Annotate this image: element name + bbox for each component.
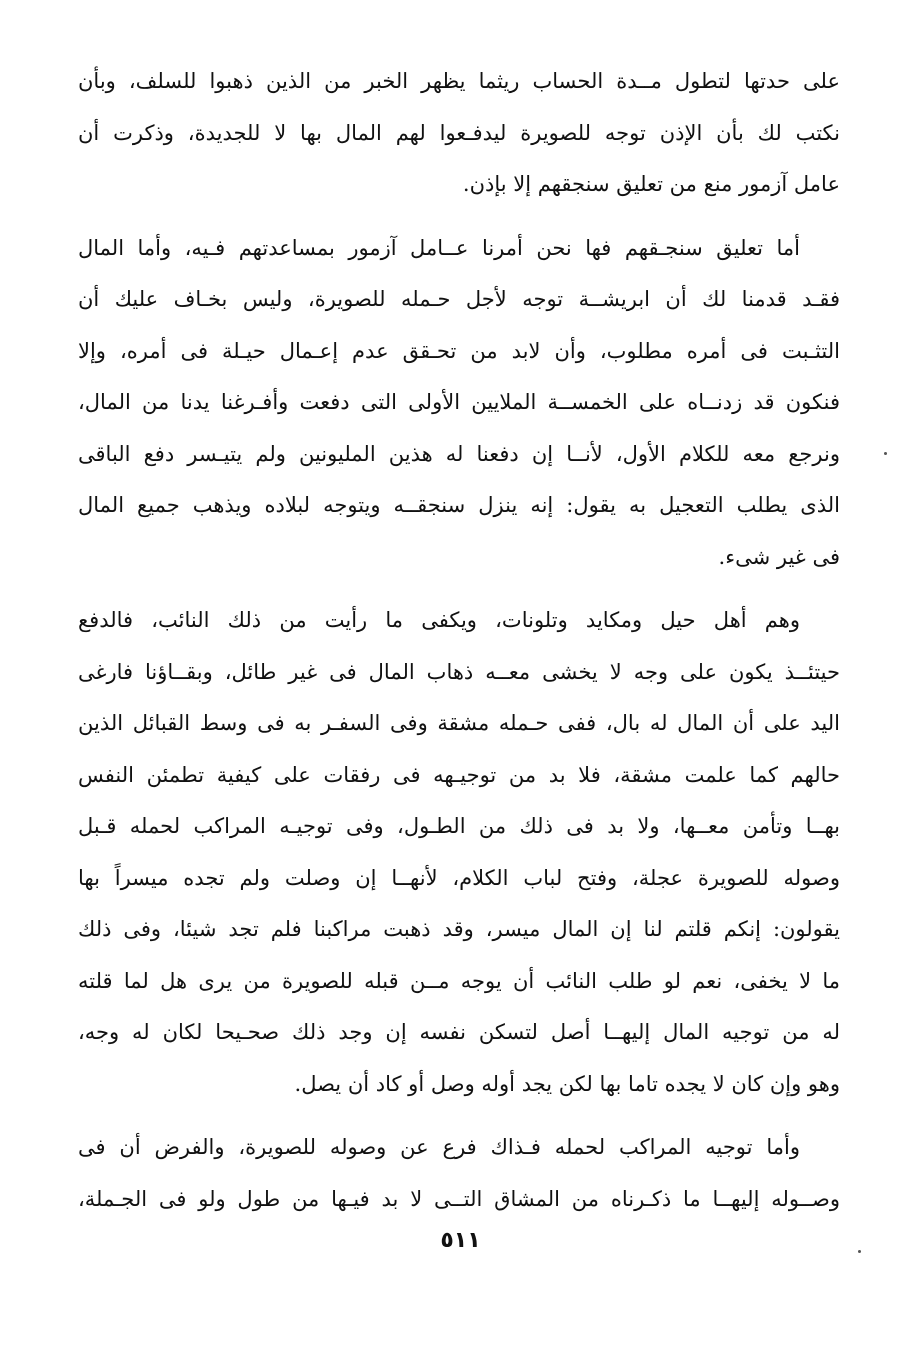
scan-speck: [884, 452, 887, 455]
text-line: بهــا وتأمن معــها، ولا بد فى ذلك من الطـول، وفى توجيـه المراكب لحمله قـبل: [78, 814, 840, 838]
text-line: فى غير شىء.: [718, 544, 840, 569]
text-line: فنكون قد زدنــاه على الخمســة الملايين الأولى التى دفعت وأفـرغنا يدنا من المال،: [78, 390, 840, 414]
text-line: نكتب لك بأن الإذن توجه للصويرة ليدفـعوا لهم المال بها لا للجديدة، وذكرت أن: [78, 120, 840, 145]
text-line: حيتئــذ يكون على وجه لا يخشى معــه ذهاب المال فى غير طائل، وبقــاؤنا فارغى: [78, 659, 840, 684]
text-line: وهم أهل حيل ومكايد وتلونات، ويكفى ما رأيت من ذلك النائب، فالدفع: [78, 608, 800, 632]
scan-speck: [858, 1250, 861, 1253]
text-line: فقـد قدمنا لك أن ابريشــة توجه لأجل حـمله للصويرة، وليس بخـاف عليك أن: [78, 287, 840, 311]
text-line: له من توجيه المال إليهــا أصل لتسكن نفسه إن وجد ذلك صحـيحا لكان له وجه،: [78, 1020, 840, 1044]
paragraph-1: [78, 56, 840, 211]
text-line: وأما توجيه المراكب لحمله فـذاك فرع عن وصوله للصويرة، والفرض أن فى: [78, 1135, 800, 1159]
text-line: على حدتها لتطول مــدة الحساب ريثما يظهر الخبر من الذين ذهبوا للسلف، وبأن: [78, 69, 840, 93]
text-line: أما تعليق سنجـقهم فها نحن أمرنا عــامل آزمور بمساعدتهم فـيه، وأما المال: [78, 235, 800, 260]
text-line: اليد على أن المال له بال، ففى حـمله مشقة وفى السفـر به فى وسط القبائل الذين: [78, 711, 840, 735]
text-line: يقولون: إنكم قلتم لنا إن المال ميسر، وقد ذهبت مراكبنا فلم تجد شيئا، وفى ذلك: [78, 917, 840, 941]
document-body: [78, 56, 840, 1237]
text-line: وصــوله إليهــا ما ذكـرناه من المشاق التــى لا بد فيـها من طول ولو فى الجـملة،: [78, 1186, 840, 1211]
paragraph-2: [78, 223, 840, 584]
paragraph-4: [78, 1122, 840, 1225]
text-line: الذى يطلب التعجيل به يقول: إنه ينزل سنجقــه ويتوجه لبلاده ويذهب جميع المال: [78, 493, 840, 517]
text-line: حالهم كما علمت مشقة، فلا بد من توجيـهه فى رفقات على كيفية تطمئن النفس: [78, 762, 840, 787]
text-line: وهو وإن كان لا يجده تاما بها لكن يجد أوله وصل أو كاد أن يصل.: [294, 1071, 840, 1096]
text-line: عامل آزمور منع من تعليق سنجقهم إلا بإذن.: [462, 172, 840, 196]
text-line: ما لا يخفى، نعم لو طلب النائب أن يوجه مــن قبله للصويرة من يرى هل لما قلته: [78, 968, 840, 993]
text-line: وصوله للصويرة عجلة، وفتح لباب الكلام، لأنهــا إن وصلت ولم تجده ميسراً بها: [78, 865, 840, 890]
text-line: التثـبت فى أمره مطلوب، وأن لابد من تحـقق عدم إعـمال حيـلة فى أمره، وإلا: [78, 338, 840, 363]
text-line: ونرجع معه للكلام الأول، لأنــا إن دفعنا له هذين المليونين ولم يتيـسر دفع الباقى: [78, 441, 840, 466]
page-number: ٥١١: [440, 1228, 481, 1253]
paragraph-3: [78, 595, 840, 1110]
